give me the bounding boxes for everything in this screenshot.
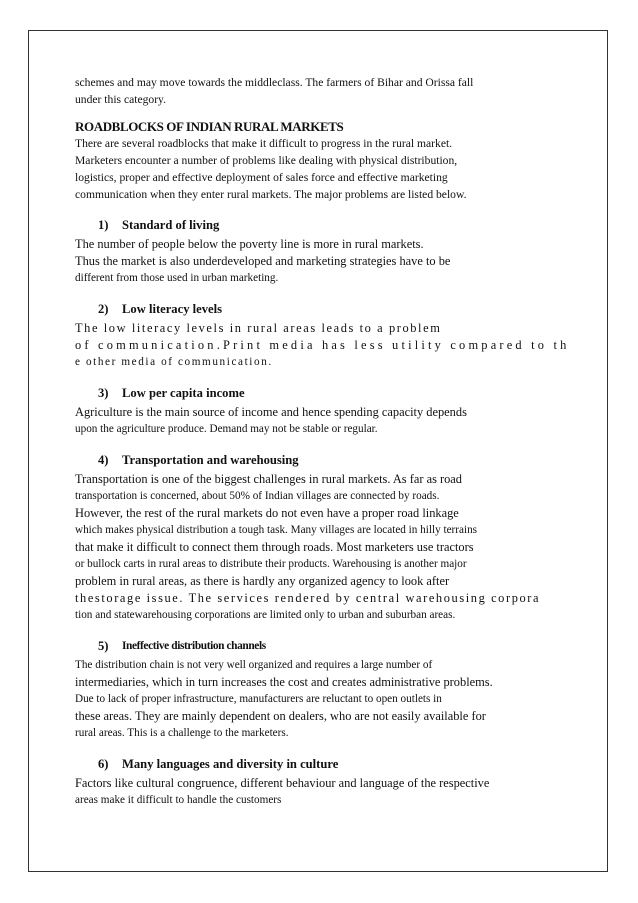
section-1-heading (98, 217, 563, 234)
section-line: intermediaries, which in turn increases the cost and creates administrative problems. (75, 675, 493, 689)
section-title: Many languages and diversity in culture (122, 757, 339, 771)
roadblocks-paragraph (75, 135, 563, 203)
section-5-body (75, 657, 563, 742)
roadblocks-line: logistics, proper and effective deployment of sales force and effective marketing (75, 171, 448, 184)
section-number: 2) (98, 302, 109, 316)
section-number: 6) (98, 757, 109, 771)
section-number: 5) (98, 639, 109, 653)
section-2-body (75, 320, 570, 371)
section-line: Transportation is one of the biggest challenges in rural markets. As far as road (75, 472, 463, 486)
section-line: or bullock carts in rural areas to distribute their products. Warehousing is another major (75, 558, 467, 570)
document-body (75, 74, 570, 809)
section-line: thestorage issue. The services rendered by central warehousing corpora (75, 591, 541, 605)
roadblocks-heading: ROADBLOCKS OF INDIAN RURAL MARKETS (75, 119, 344, 134)
section-6-heading (98, 756, 563, 773)
section-line: Agriculture is the main source of income and hence spending capacity depends (75, 405, 467, 419)
section-line: upon the agriculture produce. Demand may not be stable or regular. (75, 423, 378, 435)
section-4-heading (98, 452, 563, 469)
section-line: rural areas. This is a challenge to the marketers. (75, 727, 289, 739)
section-2-heading (98, 301, 563, 318)
section-line: The number of people below the poverty line is more in rural markets. (75, 237, 424, 251)
intro-line: schemes and may move towards the middleclass. The farmers of Bihar and Orissa fall (75, 76, 474, 89)
section-line: tion and statewarehousing corporations are limited only to urban and suburban areas. (75, 609, 456, 621)
section-line: areas make it difficult to handle the customers (75, 794, 282, 806)
section-line: The low literacy levels in rural areas leads to a problem (75, 321, 442, 335)
roadblocks-line: communication when they enter rural markets. The major problems are listed below. (75, 188, 467, 201)
section-line: Factors like cultural congruence, different behaviour and language of the respective (75, 776, 490, 790)
section-line: of communication.Print media has less utility compared to th (75, 338, 570, 352)
section-3-heading (98, 385, 563, 402)
section-line: that make it difficult to connect them through roads. Most marketers use tractors (75, 540, 474, 554)
section-line: which makes physical distribution a tough task. Many villages are located in hilly terrains (75, 524, 478, 536)
section-line: The distribution chain is not very well organized and requires a large number of (75, 659, 433, 671)
section-line: However, the rest of the rural markets do not even have a proper road linkage (75, 506, 459, 520)
section-1-body (75, 236, 563, 287)
section-3-body (75, 404, 563, 438)
section-line: e other media of communication. (75, 356, 273, 368)
intro-paragraph (75, 74, 563, 108)
section-5-heading (98, 638, 563, 655)
section-title: Standard of living (122, 218, 220, 232)
section-6-body (75, 775, 563, 809)
section-title: Transportation and warehousing (122, 453, 299, 467)
section-line: Thus the market is also underdeveloped and marketing strategies have to be (75, 254, 451, 268)
section-line: different from those used in urban marketing. (75, 272, 279, 284)
section-number: 4) (98, 453, 109, 467)
section-title: Ineffective distribution channels (122, 640, 266, 652)
roadblocks-line: There are several roadblocks that make it difficult to progress in the rural market. (75, 137, 453, 150)
section-title: Low literacy levels (122, 302, 223, 316)
section-number: 3) (98, 386, 109, 400)
section-line: Due to lack of proper infrastructure, manufacturers are reluctant to open outlets in (75, 693, 442, 705)
section-title: Low per capita income (122, 386, 245, 400)
section-line: problem in rural areas, as there is hardly any organized agency to look after (75, 574, 450, 588)
section-4-body (75, 471, 563, 624)
roadblocks-line: Marketers encounter a number of problems like dealing with physical distribution, (75, 154, 458, 167)
intro-line: under this category. (75, 93, 167, 106)
section-line: transportation is concerned, about 50% of Indian villages are connected by roads. (75, 490, 440, 502)
section-number: 1) (98, 218, 109, 232)
section-line: these areas. They are mainly dependent on dealers, who are not easily available for (75, 709, 486, 723)
